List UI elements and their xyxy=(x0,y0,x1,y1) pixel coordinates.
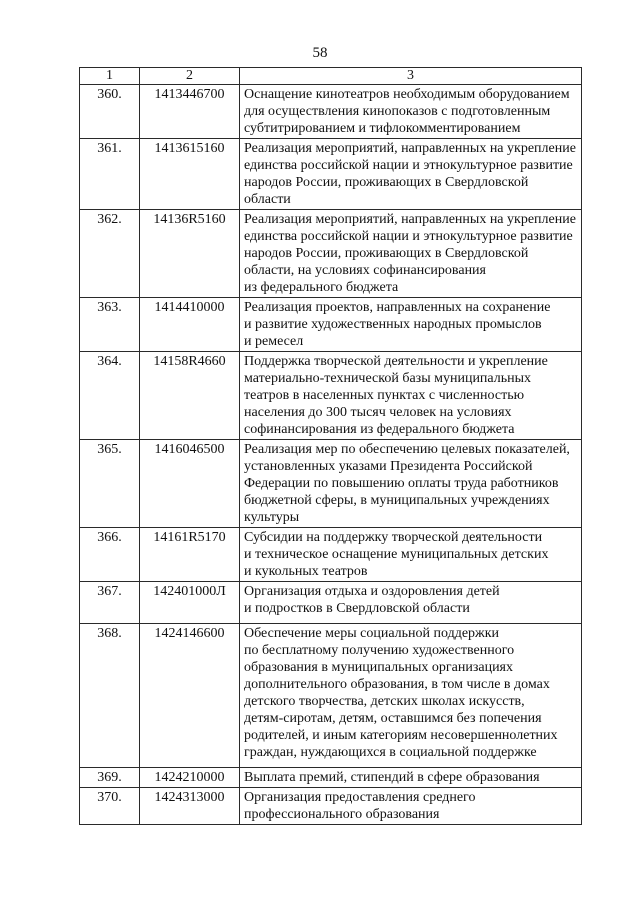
budget-classification-table xyxy=(79,67,582,825)
row-name-line: Реализация проектов, направленных на сохранение xyxy=(244,300,551,315)
row-name-line: единства российской нации и этнокультурное развитие xyxy=(244,158,573,173)
row-code: 1416046500 xyxy=(140,440,240,528)
row-name-line: Реализация мероприятий, направленных на укрепление xyxy=(244,212,576,227)
row-name-line: по бесплатному получению художественного xyxy=(244,643,515,658)
row-name-line: народов России, проживающих в Свердловской xyxy=(244,175,529,190)
row-name-line: Федерации по повышению оплаты труда работников xyxy=(244,476,559,491)
row-name-line: образования в муниципальных организациях xyxy=(244,660,513,675)
row-name-line: Субсидии на поддержку творческой деятельности xyxy=(244,530,543,545)
table-row xyxy=(80,352,582,440)
row-number: 368. xyxy=(80,624,140,768)
row-name-line: детям-сиротам, детям, оставшимся без попечения xyxy=(244,711,542,726)
row-name xyxy=(240,85,582,139)
row-name-line: и ремесел xyxy=(244,334,304,349)
row-name-line: и развитие художественных народных промыслов xyxy=(244,317,542,332)
row-number: 364. xyxy=(80,352,140,440)
table-row xyxy=(80,788,582,825)
row-name-line: области xyxy=(244,192,291,207)
row-code: 1424313000 xyxy=(140,788,240,825)
row-code: 1424210000 xyxy=(140,768,240,788)
table-row xyxy=(80,624,582,768)
row-name-line: и кукольных театров xyxy=(244,564,368,579)
table-row xyxy=(80,440,582,528)
row-name-line: родителей, и иным категориям несовершеннолетних xyxy=(244,728,558,743)
row-name-line: субтитрированием и тифлокомментированием xyxy=(244,121,521,136)
row-number: 367. xyxy=(80,582,140,624)
row-name-line: из федерального бюджета xyxy=(244,280,399,295)
row-name-line: народов России, проживающих в Свердловской xyxy=(244,246,529,261)
column-header-name: 3 xyxy=(240,68,582,85)
row-name-line: Организация предоставления среднего xyxy=(244,790,476,805)
row-name xyxy=(240,528,582,582)
row-name-line: граждан, нуждающихся в социальной поддержке xyxy=(244,745,537,760)
table-row xyxy=(80,210,582,298)
row-name-line: Выплата премий, стипендий в сфере образования xyxy=(244,770,540,785)
table-row xyxy=(80,298,582,352)
row-number: 363. xyxy=(80,298,140,352)
row-name-line: Организация отдыха и оздоровления детей xyxy=(244,584,500,599)
row-name-line: Оснащение кинотеатров необходимым оборудованием xyxy=(244,87,570,102)
row-name xyxy=(240,298,582,352)
row-number: 360. xyxy=(80,85,140,139)
row-name xyxy=(240,582,582,624)
row-name-line: для осуществления кинопоказов с подготовленным xyxy=(244,104,551,119)
row-name-line: театров в населенных пунктах с численностью xyxy=(244,388,525,403)
row-name xyxy=(240,139,582,210)
row-name-line: и подростков в Свердловской области xyxy=(244,601,470,616)
row-name-line: профессионального образования xyxy=(244,807,440,822)
row-name-line: Обеспечение меры социальной поддержки xyxy=(244,626,500,641)
row-number: 366. xyxy=(80,528,140,582)
row-code: 14158R4660 xyxy=(140,352,240,440)
row-name xyxy=(240,788,582,825)
column-header-number: 1 xyxy=(80,68,140,85)
row-code: 1413446700 xyxy=(140,85,240,139)
row-name-line: софинансирования из федерального бюджета xyxy=(244,422,515,437)
row-name-line: бюджетной сферы, в муниципальных учреждениях xyxy=(244,493,550,508)
row-code: 14161R5170 xyxy=(140,528,240,582)
table-row xyxy=(80,528,582,582)
row-name-line: Поддержка творческой деятельности и укрепление xyxy=(244,354,548,369)
row-name-line: и техническое оснащение муниципальных детских xyxy=(244,547,549,562)
table-header-row xyxy=(80,68,582,85)
row-name-line: Реализация мероприятий, направленных на укрепление xyxy=(244,141,576,156)
row-name-line: культуры xyxy=(244,510,300,525)
table-row xyxy=(80,139,582,210)
row-name-line: области, на условиях софинансирования xyxy=(244,263,486,278)
row-code: 1414410000 xyxy=(140,298,240,352)
row-name xyxy=(240,624,582,768)
row-number: 365. xyxy=(80,440,140,528)
row-code: 142401000Л xyxy=(140,582,240,624)
row-number: 361. xyxy=(80,139,140,210)
row-name-line: установленных указами Президента Российской xyxy=(244,459,533,474)
row-name xyxy=(240,210,582,298)
row-name-line: Реализация мер по обеспечению целевых показателей, xyxy=(244,442,570,457)
row-name-line: населения до 300 тысяч человек на условиях xyxy=(244,405,512,420)
row-name-line: материально-технической базы муниципальных xyxy=(244,371,532,386)
page-number: 58 xyxy=(312,45,328,61)
row-number: 362. xyxy=(80,210,140,298)
table-row xyxy=(80,85,582,139)
table-body xyxy=(80,85,582,825)
row-name-line: детского творчества, детских школах искусств, xyxy=(244,694,525,709)
row-code: 14136R5160 xyxy=(140,210,240,298)
row-name-line: единства российской нации и этнокультурное развитие xyxy=(244,229,573,244)
row-number: 369. xyxy=(80,768,140,788)
row-code: 1424146600 xyxy=(140,624,240,768)
table-row xyxy=(80,768,582,788)
row-number: 370. xyxy=(80,788,140,825)
row-name xyxy=(240,440,582,528)
row-name xyxy=(240,768,582,788)
row-code: 1413615160 xyxy=(140,139,240,210)
table-row xyxy=(80,582,582,624)
row-name xyxy=(240,352,582,440)
row-name-line: дополнительного образования, в том числе в домах xyxy=(244,677,550,692)
column-header-code: 2 xyxy=(140,68,240,85)
